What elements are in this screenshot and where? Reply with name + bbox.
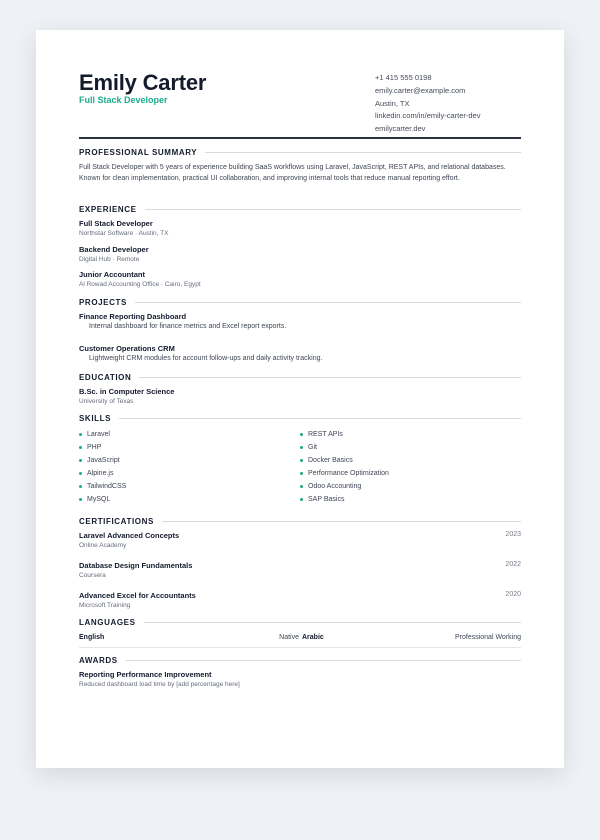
bullet-icon — [300, 446, 303, 449]
award-description: Reduced dashboard load time by [add percentage here] — [79, 681, 240, 688]
contact-email: emily.carter@example.com — [375, 85, 466, 95]
language-level: Professional Working — [454, 634, 521, 641]
bullet-icon — [79, 472, 82, 475]
certification-name: Laravel Advanced Concepts — [79, 531, 180, 540]
bullet-icon — [300, 459, 303, 462]
contact-list — [375, 72, 480, 136]
section-title: EDUCATION — [79, 372, 132, 382]
certification-issuer: Online Academy — [79, 542, 127, 549]
education-section — [79, 371, 521, 406]
section-divider — [145, 209, 521, 210]
bullet-icon — [300, 433, 303, 436]
job-meta: Digital Hub · Remote — [79, 255, 140, 263]
job-title: Full Stack Developer — [79, 219, 153, 228]
certification-issuer: Microsoft Training — [79, 602, 131, 609]
certification-item — [79, 561, 521, 591]
skill-item: Odoo Accounting — [300, 480, 521, 493]
bullet-icon — [300, 485, 303, 488]
skill-item: Git — [300, 441, 521, 454]
certification-year: 2020 — [505, 591, 521, 598]
section-title: PROFESSIONAL SUMMARY — [79, 147, 198, 157]
certification-name: Advanced Excel for Accountants — [79, 591, 196, 600]
job-meta: Northstar Software · Austin, TX — [79, 230, 169, 237]
skill-item: REST APIs — [300, 428, 521, 441]
experience-item — [79, 219, 521, 245]
awards-section — [79, 654, 521, 689]
bullet-icon — [79, 433, 82, 436]
section-title: LANGUAGES — [79, 617, 136, 627]
certification-year: 2023 — [505, 531, 521, 538]
header-divider — [79, 137, 521, 139]
job-title: Junior Accountant — [79, 270, 145, 279]
bullet-icon — [79, 446, 82, 449]
language-level: Native — [279, 634, 299, 641]
language-name: English — [79, 634, 105, 641]
project-name: Customer Operations CRM — [79, 343, 175, 353]
section-divider — [162, 521, 521, 522]
projects-section — [79, 296, 521, 375]
certifications-section — [79, 515, 521, 621]
skills-column-left — [79, 428, 300, 506]
project-item — [79, 312, 521, 344]
project-description: Internal dashboard for finance metrics and Excel report exports. — [89, 323, 287, 330]
award-item — [79, 670, 521, 689]
skill-item: Performance Optimization — [300, 467, 521, 480]
section-divider — [119, 418, 521, 419]
certification-issuer: Coursera — [79, 572, 106, 579]
section-title: EXPERIENCE — [79, 204, 137, 214]
section-title: SKILLS — [79, 413, 112, 423]
section-title: PROJECTS — [79, 297, 127, 307]
skill-item: MySQL — [79, 493, 300, 506]
job-title: Backend Developer — [79, 244, 149, 254]
school-name: University of Texas — [79, 398, 134, 405]
degree-name: B.Sc. in Computer Science — [79, 387, 175, 396]
certification-item — [79, 531, 521, 561]
languages-divider — [79, 647, 521, 648]
contact-linkedin: linkedin.com/in/emily-carter-dev — [375, 111, 481, 121]
section-divider — [205, 152, 521, 153]
project-description: Lightweight CRM modules for account follow-ups and daily activity tracking. — [89, 354, 323, 362]
contact-location: Austin, TX — [375, 98, 410, 108]
certification-year: 2022 — [505, 561, 521, 568]
bullet-icon — [300, 498, 303, 501]
certification-name: Database Design Fundamentals — [79, 561, 193, 570]
summary-text: Full Stack Developer with 5 years of experience building SaaS workflows using Laravel, JavaScript, REST APIs, and relational databases. Known for clean implementation, practical UI collaboration, and improving internal tools that reduce manual reporting effort. — [79, 164, 506, 182]
award-name: Reporting Performance Improvement — [79, 670, 212, 679]
skill-item: PHP — [79, 441, 300, 454]
skill-item: Docker Basics — [300, 454, 521, 467]
skills-grid — [79, 428, 521, 506]
bullet-icon — [300, 472, 303, 475]
section-divider — [139, 377, 521, 378]
skill-item: TailwindCSS — [79, 480, 300, 493]
job-meta: Al Rowad Accounting Office · Cairo, Egypt — [79, 281, 201, 288]
section-divider — [144, 622, 521, 623]
skill-item: Laravel — [79, 428, 300, 441]
languages-section — [79, 616, 521, 648]
candidate-name: Emily Carter — [79, 70, 207, 95]
project-name: Finance Reporting Dashboard — [79, 312, 187, 321]
education-item — [79, 387, 521, 406]
bullet-icon — [79, 498, 82, 501]
languages-row — [79, 632, 521, 644]
skill-item: SAP Basics — [300, 493, 521, 506]
section-divider — [135, 302, 521, 303]
experience-item — [79, 270, 521, 296]
language-name: Arabic — [302, 634, 324, 641]
section-title: CERTIFICATIONS — [79, 516, 154, 526]
bullet-icon — [79, 459, 82, 462]
experience-item — [79, 245, 521, 271]
summary-section — [79, 146, 521, 184]
resume-header — [79, 70, 521, 138]
contact-phone: +1 415 555 0198 — [375, 73, 432, 82]
bullet-icon — [79, 485, 82, 488]
experience-section — [79, 203, 521, 296]
skill-item: JavaScript — [79, 454, 300, 467]
contact-website: emilycarter.dev — [375, 124, 426, 134]
section-divider — [126, 660, 521, 661]
resume-page — [36, 30, 564, 768]
skill-item: Alpine.js — [79, 467, 300, 480]
skills-column-right — [300, 428, 521, 506]
skills-section — [79, 412, 521, 506]
candidate-role: Full Stack Developer — [79, 95, 168, 105]
section-title: AWARDS — [79, 655, 118, 665]
